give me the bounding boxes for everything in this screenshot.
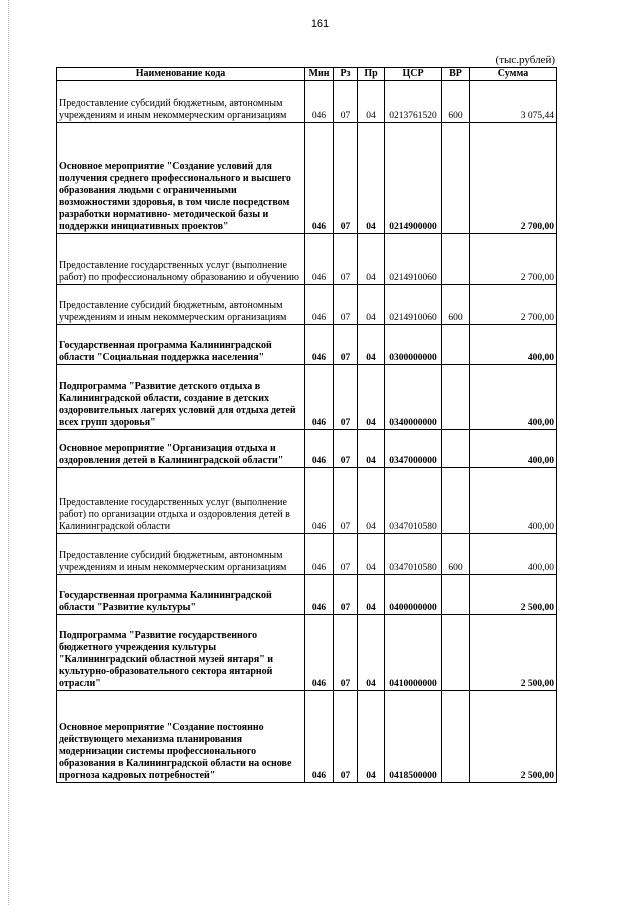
table-header-row (57, 68, 557, 81)
row-vr (442, 575, 470, 615)
row-name: Предоставление государственных услуг (выполнение работ) по профессиональному образованию и обучению (57, 234, 305, 285)
table-row (57, 365, 557, 430)
row-min: 046 (305, 615, 334, 691)
col-header-vr: ВР (442, 68, 470, 81)
row-name: Основное мероприятие "Создание условий для получения среднего профессионального и высшего образования людьми с ограниченными возможностями здоровья, в том числе посредством разработки нормативно- методической базы и поддержки инициативных проектов" (57, 123, 305, 234)
table-row (57, 575, 557, 615)
row-min: 046 (305, 285, 334, 325)
row-sum: 2 700,00 (470, 234, 557, 285)
row-rz: 07 (334, 575, 358, 615)
row-pr: 04 (358, 285, 385, 325)
row-vr (442, 468, 470, 534)
row-csr: 0347010580 (385, 468, 442, 534)
col-header-csr: ЦСР (385, 68, 442, 81)
row-name: Предоставление субсидий бюджетным, автономным учреждениям и иным некоммерческим организациям (57, 285, 305, 325)
row-sum: 400,00 (470, 534, 557, 575)
row-csr: 0347010580 (385, 534, 442, 575)
row-csr: 0214900000 (385, 123, 442, 234)
table-row (57, 615, 557, 691)
row-pr: 04 (358, 534, 385, 575)
row-min: 046 (305, 234, 334, 285)
row-csr: 0400000000 (385, 575, 442, 615)
row-min: 046 (305, 123, 334, 234)
col-header-rz: Рз (334, 68, 358, 81)
row-rz: 07 (334, 430, 358, 468)
row-sum: 2 500,00 (470, 691, 557, 783)
row-sum: 2 500,00 (470, 615, 557, 691)
row-rz: 07 (334, 285, 358, 325)
row-min: 046 (305, 468, 334, 534)
row-vr (442, 123, 470, 234)
row-name: Предоставление государственных услуг (выполнение работ) по организации отдыха и оздоровления детей в Калининградской области (57, 468, 305, 534)
row-vr (442, 365, 470, 430)
row-rz: 07 (334, 81, 358, 123)
row-csr: 0214910060 (385, 285, 442, 325)
row-vr (442, 691, 470, 783)
row-name: Основное мероприятие "Создание постоянно действующего механизма планирования модернизации системы профессионального образования в Калининградской области на основе прогноза кадровых потребностей" (57, 691, 305, 783)
row-sum: 2 700,00 (470, 285, 557, 325)
row-rz: 07 (334, 534, 358, 575)
page-number: 161 (310, 18, 330, 30)
row-rz: 07 (334, 468, 358, 534)
row-pr: 04 (358, 123, 385, 234)
row-csr: 0214910060 (385, 234, 442, 285)
row-sum: 400,00 (470, 365, 557, 430)
row-vr: 600 (442, 534, 470, 575)
row-min: 046 (305, 691, 334, 783)
row-sum: 2 700,00 (470, 123, 557, 234)
row-pr: 04 (358, 575, 385, 615)
units-label: (тыс.рублей) (495, 54, 555, 66)
col-header-pr: Пр (358, 68, 385, 81)
row-pr: 04 (358, 430, 385, 468)
row-sum: 3 075,44 (470, 81, 557, 123)
row-pr: 04 (358, 691, 385, 783)
table-row (57, 691, 557, 783)
row-name: Предоставление субсидий бюджетным, автономным учреждениям и иным некоммерческим организациям (57, 81, 305, 123)
row-min: 046 (305, 365, 334, 430)
table-row (57, 285, 557, 325)
row-name: Основное мероприятие "Организация отдыха и оздоровления детей в Калининградской области" (57, 430, 305, 468)
row-csr: 0300000000 (385, 325, 442, 365)
budget-table (56, 67, 557, 783)
scan-margin-line (8, 0, 10, 905)
row-vr (442, 234, 470, 285)
col-header-name: Наименование кода (57, 68, 305, 81)
row-vr (442, 430, 470, 468)
row-name: Государственная программа Калининградской области "Развитие культуры" (57, 575, 305, 615)
row-vr: 600 (442, 81, 470, 123)
row-min: 046 (305, 430, 334, 468)
row-rz: 07 (334, 325, 358, 365)
table-row (57, 468, 557, 534)
row-rz: 07 (334, 691, 358, 783)
table-row (57, 81, 557, 123)
table-row (57, 325, 557, 365)
row-pr: 04 (358, 468, 385, 534)
row-min: 046 (305, 81, 334, 123)
col-header-min: Мин (305, 68, 334, 81)
table-row (57, 123, 557, 234)
row-min: 046 (305, 534, 334, 575)
row-min: 046 (305, 575, 334, 615)
row-rz: 07 (334, 123, 358, 234)
row-rz: 07 (334, 615, 358, 691)
row-name: Подпрограмма "Развитие государственного бюджетного учреждения культуры "Калининградский областной музей янтаря" и культурно-образовательного сектора янтарной отрасли" (57, 615, 305, 691)
row-sum: 400,00 (470, 430, 557, 468)
row-name: Подпрограмма "Развитие детского отдыха в Калининградской области, создание в детских оздоровительных лагерях условий для отдыха детей всех групп здоровья" (57, 365, 305, 430)
row-vr (442, 615, 470, 691)
row-rz: 07 (334, 365, 358, 430)
row-pr: 04 (358, 325, 385, 365)
row-pr: 04 (358, 81, 385, 123)
table-row (57, 430, 557, 468)
row-csr: 0213761520 (385, 81, 442, 123)
row-sum: 400,00 (470, 468, 557, 534)
row-sum: 400,00 (470, 325, 557, 365)
row-csr: 0347000000 (385, 430, 442, 468)
row-csr: 0418500000 (385, 691, 442, 783)
row-csr: 0340000000 (385, 365, 442, 430)
row-sum: 2 500,00 (470, 575, 557, 615)
row-pr: 04 (358, 234, 385, 285)
row-csr: 0410000000 (385, 615, 442, 691)
row-name: Предоставление субсидий бюджетным, автономным учреждениям и иным некоммерческим организациям (57, 534, 305, 575)
row-pr: 04 (358, 365, 385, 430)
table-row (57, 534, 557, 575)
table-row (57, 234, 557, 285)
row-vr (442, 325, 470, 365)
row-name: Государственная программа Калининградской области "Социальная поддержка населения" (57, 325, 305, 365)
col-header-sum: Сумма (470, 68, 557, 81)
row-pr: 04 (358, 615, 385, 691)
row-rz: 07 (334, 234, 358, 285)
row-vr: 600 (442, 285, 470, 325)
row-min: 046 (305, 325, 334, 365)
